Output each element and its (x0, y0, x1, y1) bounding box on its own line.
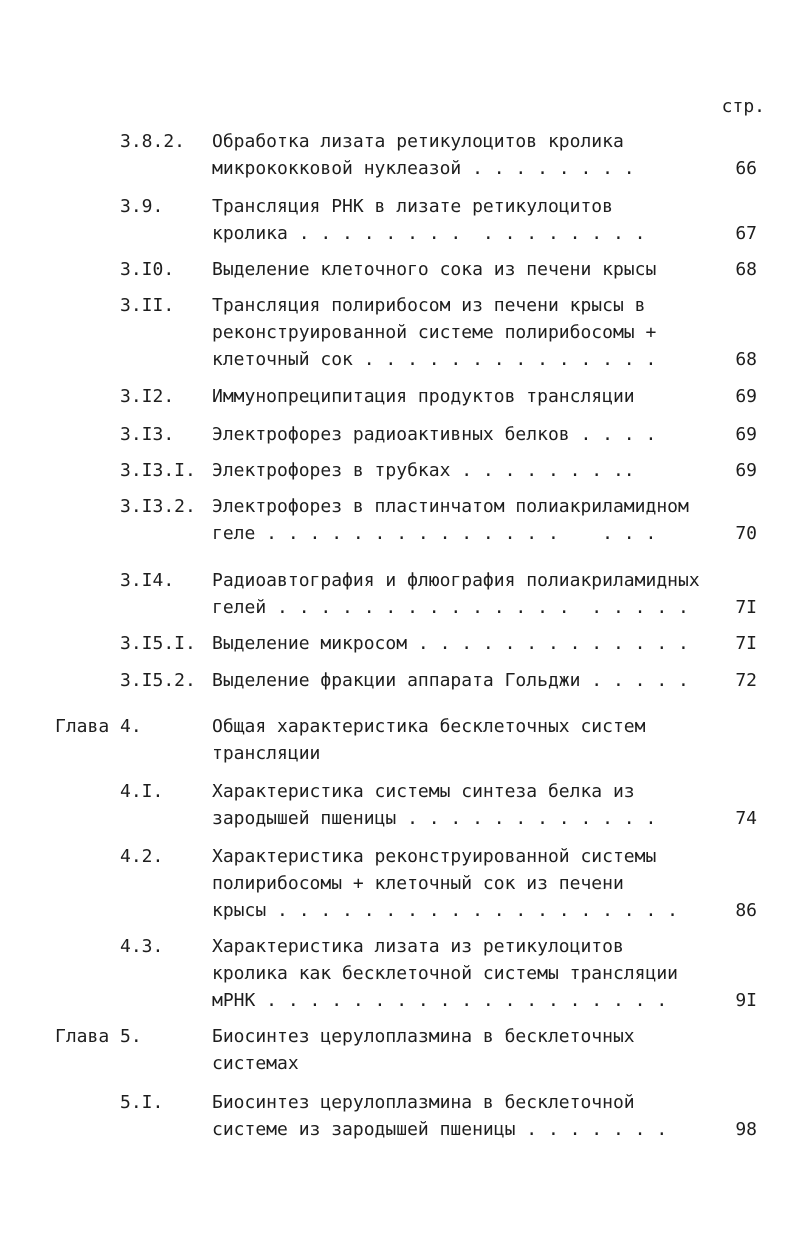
section-title (212, 193, 722, 247)
title-line: Характеристика системы синтеза белка из (212, 781, 635, 802)
title-line: Характеристика реконструированной системы (212, 846, 657, 867)
section-title (212, 421, 722, 448)
title-line: Биосинтез церулоплазмина в бесклеточных (212, 1026, 635, 1047)
title-line: Общая характеристика бесклеточных систем (212, 716, 646, 737)
title-line: кролика . . . . . . . . . . . . . . . . (212, 223, 646, 244)
section-number: 3.II. (120, 295, 175, 316)
title-line: Радиоавтография и флюография полиакриламидных (212, 570, 700, 591)
title-line: системе из зародышей пшеницы . . . . . . . (212, 1119, 668, 1140)
title-line: Характеристика лизата из ретикулоцитов (212, 936, 624, 957)
section-title (212, 567, 722, 621)
section-number: 3.I2. (120, 386, 175, 407)
section-title (212, 383, 722, 410)
page-number: 98 (735, 1119, 757, 1140)
page-number: 69 (735, 386, 757, 407)
section-number: 3.I5.2. (120, 670, 196, 691)
page-number: 86 (735, 900, 757, 921)
section-title (212, 933, 722, 1014)
section-number: 5.I. (120, 1092, 164, 1113)
title-line: реконструированной системе полирибосомы + (212, 322, 657, 343)
title-line: Трансляция РНК в лизате ретикулоцитов (212, 196, 613, 217)
title-line: мРНК . . . . . . . . . . . . . . . . . . . (212, 990, 668, 1011)
title-line: Электрофорез радиоактивных белков . . . . (212, 424, 657, 445)
title-line: Обработка лизата ретикулоцитов кролика (212, 131, 624, 152)
title-line: гелей . . . . . . . . . . . . . . . . . . . (212, 597, 689, 618)
page-number: 9I (735, 990, 757, 1011)
section-number: 3.I3.I. (120, 460, 196, 481)
section-number: 3.I3.2. (120, 496, 196, 517)
section-title (212, 292, 722, 373)
page-number: 70 (735, 523, 757, 544)
title-line: Выделение клеточного сока из печени крысы (212, 259, 657, 280)
page-number: 69 (735, 424, 757, 445)
page-column-header: стр. (721, 96, 765, 117)
section-number: 3.I4. (120, 570, 175, 591)
chapter-number: Глава 5. (55, 1026, 142, 1047)
section-title (212, 128, 722, 182)
section-number: 3.I0. (120, 259, 175, 280)
section-number: 4.2. (120, 846, 164, 867)
page-number: 68 (735, 259, 757, 280)
section-title (212, 630, 722, 657)
section-title (212, 1023, 722, 1077)
title-line: крысы . . . . . . . . . . . . . . . . . . . (212, 900, 678, 921)
page-number: 72 (735, 670, 757, 691)
title-line: системах (212, 1053, 299, 1074)
section-title (212, 1089, 722, 1143)
title-line: Электрофорез в пластинчатом полиакриламидном (212, 496, 689, 517)
title-line: Биосинтез церулоплазмина в бесклеточной (212, 1092, 635, 1113)
page-number: 69 (735, 460, 757, 481)
title-line: геле . . . . . . . . . . . . . . . . . (212, 523, 657, 544)
page-number: 7I (735, 597, 757, 618)
title-line: микрококковой нуклеазой . . . . . . . . (212, 158, 635, 179)
page-number: 74 (735, 808, 757, 829)
title-line: полирибосомы + клеточный сок из печени (212, 873, 624, 894)
title-line: Выделение микросом . . . . . . . . . . . . . (212, 633, 689, 654)
section-number: 4.I. (120, 781, 164, 802)
section-number: 3.8.2. (120, 131, 186, 152)
title-line: Электрофорез в трубках . . . . . . . .. (212, 460, 635, 481)
section-title (212, 778, 722, 832)
page-number: 66 (735, 158, 757, 179)
section-title (212, 457, 722, 484)
section-number: 3.9. (120, 196, 164, 217)
title-line: Трансляция полирибосом из печени крысы в (212, 295, 646, 316)
title-line: зародышей пшеницы . . . . . . . . . . . . (212, 808, 657, 829)
title-line: кролика как бесклеточной системы трансляции (212, 963, 678, 984)
section-number: 4.3. (120, 936, 164, 957)
title-line: Иммунопреципитация продуктов трансляции (212, 386, 635, 407)
section-title (212, 256, 722, 283)
section-title (212, 713, 722, 767)
chapter-number: Глава 4. (55, 716, 142, 737)
page-number: 7I (735, 633, 757, 654)
title-line: трансляции (212, 743, 321, 764)
title-line: клеточный сок . . . . . . . . . . . . . . (212, 349, 657, 370)
section-title (212, 843, 722, 924)
page-number: 68 (735, 349, 757, 370)
section-title (212, 667, 722, 694)
section-number: 3.I3. (120, 424, 175, 445)
page-number: 67 (735, 223, 757, 244)
section-title (212, 493, 722, 547)
section-number: 3.I5.I. (120, 633, 196, 654)
title-line: Выделение фракции аппарата Гольджи . . . . . (212, 670, 689, 691)
